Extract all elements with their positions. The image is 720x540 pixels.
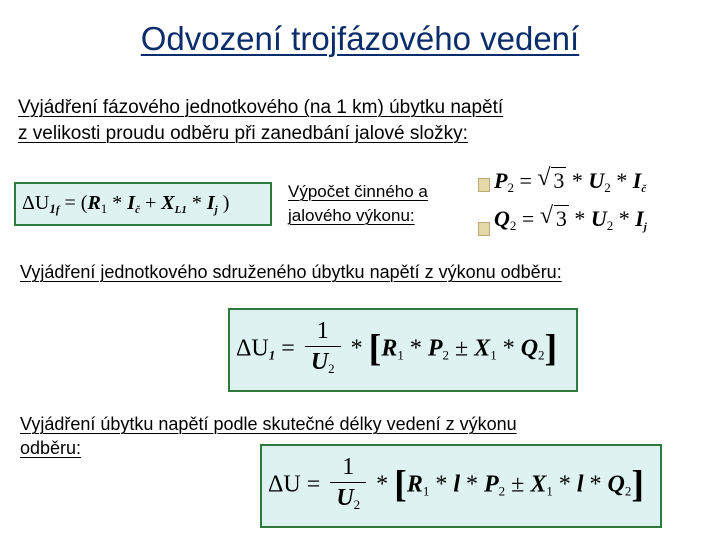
formula-length-drop-box	[260, 444, 662, 528]
bullet-icon	[478, 222, 490, 236]
formula-length-drop: ΔU = $\frac{1}{U_2}$ * $[R_1 * l * P_2 \pm X_1 * l * Q_2]$	[268, 452, 644, 520]
intro-line-1: Vyjádření fázového jednotkového (na 1 km) úbytku napětí	[18, 97, 504, 118]
fraction: $\frac{1}{U_2}$	[305, 316, 341, 384]
formula-reactive-power: $Q_2$ = √ $3 * U_2$ * Ij	[494, 206, 647, 234]
formula-unit-drop-box	[228, 308, 578, 392]
formula-phase-drop: $\Delta U_{1f} = (R_1 * I_č + X_{L1} * I_j$ )	[22, 192, 230, 216]
power-label-line-1: Výpočet činného a	[288, 182, 428, 201]
formula-active-power: $P_2$ = √ $3 * U_2$ * Ič	[494, 168, 646, 196]
section-3-line-1: Vyjádření úbytku napětí podle skutečné délky vedení z výkonu	[20, 414, 517, 434]
fraction: $\frac{1}{U_2}$	[330, 452, 366, 520]
section-3-line-2: odběru:	[20, 438, 82, 458]
bullet-icon	[478, 178, 490, 192]
power-label-line-2: jalového výkonu:	[288, 206, 415, 225]
formula-phase-drop-box	[14, 182, 272, 226]
formula-unit-drop: $\Delta U_1$ = $\frac{1}{U_2}$ * $[R_1 * P_2 \pm X_1 * Q_2]$	[236, 316, 557, 384]
slide-title: Odvození trojfázového vedení	[140, 20, 580, 57]
section-2-heading: Vyjádření jednotkového sdruženého úbytku napětí z výkonu odběru:	[20, 262, 562, 282]
intro-line-2: z velikosti proudu odběru při zanedbání jalové složky:	[18, 123, 468, 144]
